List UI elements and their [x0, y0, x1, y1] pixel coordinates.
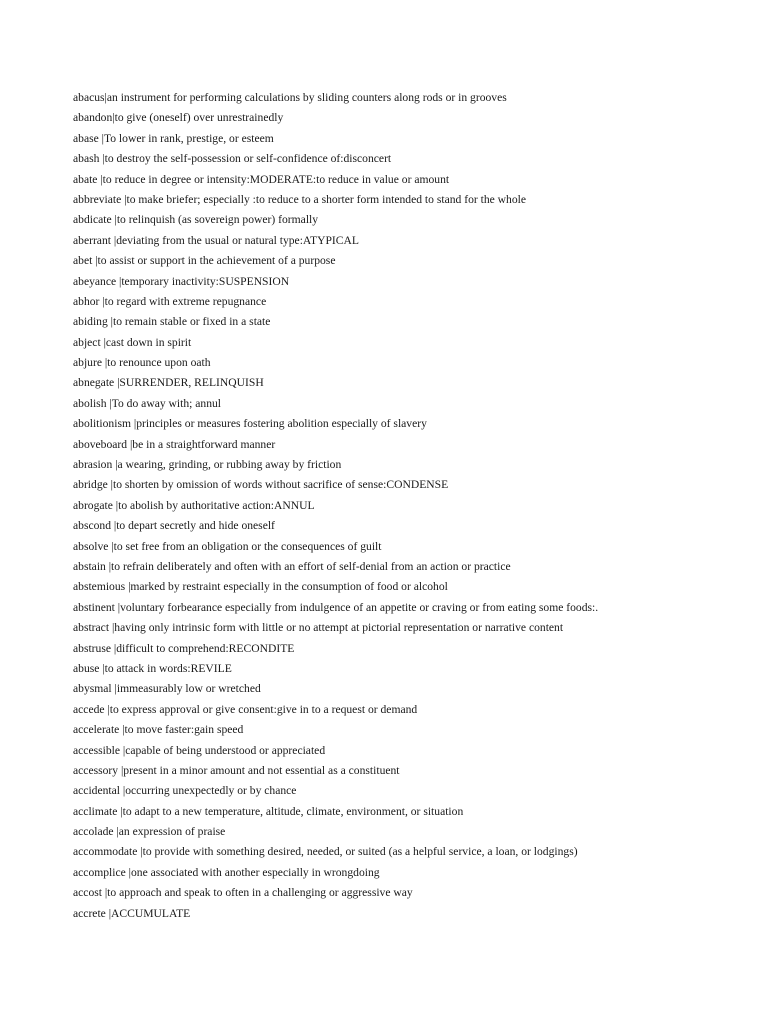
vocabulary-entry: abrasion |a wearing, grinding, or rubbing away by friction: [73, 458, 342, 472]
vocabulary-entry: abolitionism |principles or measures fostering abolition especially of slavery: [73, 417, 427, 431]
vocabulary-entry: abnegate |SURRENDER, RELINQUISH: [73, 376, 264, 390]
vocabulary-entry: accomplice |one associated with another especially in wrongdoing: [73, 865, 380, 879]
vocabulary-entry: accelerate |to move faster:gain speed: [73, 723, 244, 737]
vocabulary-entry: abandon|to give (oneself) over unrestrainedly: [73, 111, 284, 125]
vocabulary-entry: abuse |to attack in words:REVILE: [73, 661, 232, 675]
vocabulary-entry: abstinent |voluntary forbearance especially from indulgence of an appetite or craving or from eating some foods:.: [73, 600, 599, 614]
vocabulary-entry: abstract |having only intrinsic form with little or no attempt at pictorial representation or narrative content: [73, 621, 564, 635]
vocabulary-entry: abysmal |immeasurably low or wretched: [73, 682, 261, 696]
vocabulary-entry: abate |to reduce in degree or intensity:MODERATE:to reduce in value or amount: [73, 172, 450, 186]
vocabulary-entry: abrogate |to abolish by authoritative action:ANNUL: [73, 498, 315, 512]
vocabulary-entry: abhor |to regard with extreme repugnance: [73, 294, 267, 308]
vocabulary-entry: abash |to destroy the self-possession or self-confidence of:disconcert: [73, 152, 392, 166]
vocabulary-entry: accidental |occurring unexpectedly or by chance: [73, 784, 297, 798]
vocabulary-entry: acclimate |to adapt to a new temperature, altitude, climate, environment, or situation: [73, 804, 464, 818]
vocabulary-entry: abdicate |to relinquish (as sovereign power) formally: [73, 213, 319, 227]
vocabulary-entry: accrete |ACCUMULATE: [73, 906, 191, 920]
vocabulary-entry: abacus|an instrument for performing calculations by sliding counters along rods or in grooves: [73, 91, 507, 104]
vocabulary-entry: accessory |present in a minor amount and not essential as a constituent: [73, 763, 400, 777]
vocabulary-entry: abet |to assist or support in the achievement of a purpose: [73, 254, 336, 268]
vocabulary-entry: abstemious |marked by restraint especially in the consumption of food or alcohol: [73, 580, 448, 594]
vocabulary-entry: aboveboard |be in a straightforward manner: [73, 437, 276, 451]
vocabulary-entry: accolade |an expression of praise: [73, 825, 226, 839]
vocabulary-entry: accessible |capable of being understood or appreciated: [73, 743, 326, 757]
vocabulary-entry: abstruse |difficult to comprehend:RECONDITE: [73, 641, 295, 655]
vocabulary-entry: abeyance |temporary inactivity:SUSPENSION: [73, 274, 290, 288]
vocabulary-entry: accede |to express approval or give consent:give in to a request or demand: [73, 702, 418, 716]
vocabulary-entry: abridge |to shorten by omission of words without sacrifice of sense:CONDENSE: [73, 478, 449, 492]
vocabulary-entry: accost |to approach and speak to often in a challenging or aggressive way: [73, 886, 413, 900]
vocabulary-entry: abase |To lower in rank, prestige, or esteem: [73, 131, 274, 145]
vocabulary-entry: abiding |to remain stable or fixed in a state: [73, 315, 271, 329]
vocabulary-entry: aberrant |deviating from the usual or natural type:ATYPICAL: [73, 233, 359, 247]
vocabulary-entry: abolish |To do away with; annul: [73, 396, 222, 410]
vocabulary-entry: abstain |to refrain deliberately and often with an effort of self-denial from an action or practice: [73, 559, 511, 573]
vocabulary-entry: abject |cast down in spirit: [73, 335, 192, 349]
vocabulary-entry: abscond |to depart secretly and hide oneself: [73, 519, 275, 533]
vocabulary-list: [73, 88, 753, 924]
vocabulary-entry: abbreviate |to make briefer; especially :to reduce to a shorter form intended to stand for the whole: [73, 192, 527, 206]
vocabulary-entry: abjure |to renounce upon oath: [73, 356, 211, 370]
vocabulary-entry: accommodate |to provide with something desired, needed, or suited (as a helpful service, a loan, or lodgings): [73, 845, 578, 859]
vocabulary-entry: absolve |to set free from an obligation or the consequences of guilt: [73, 539, 382, 553]
